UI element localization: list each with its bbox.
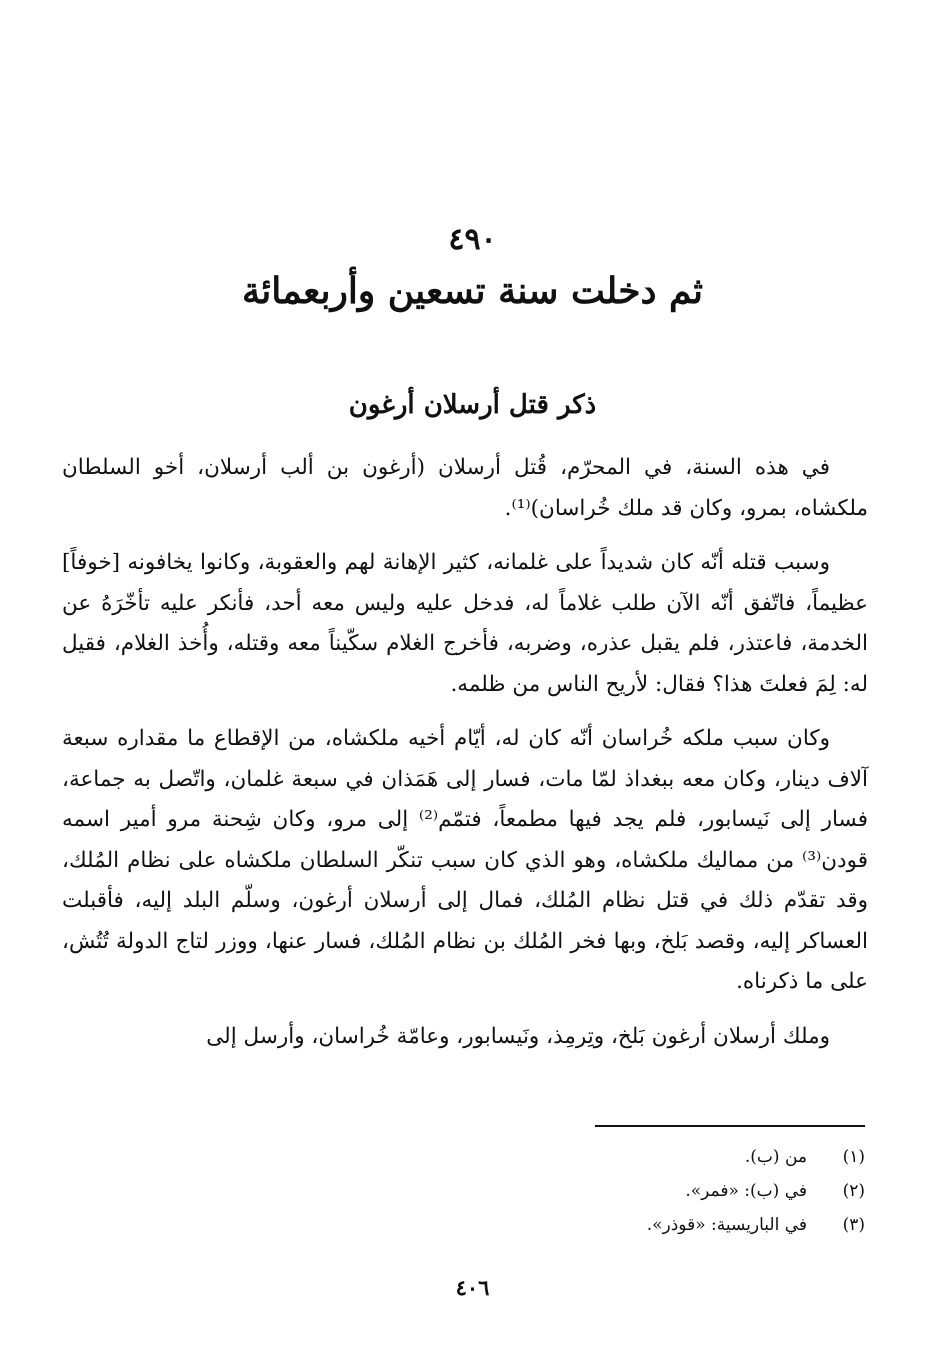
paragraph: وكان سبب ملكه خُراسان أنّه كان له، أيّام أخيه ملكشاه، من الإقطاع ما مقداره سبعة آلاف دينار، وكان معه ببغداذ لمّا مات، فسار إلى هَمَذان في سبعة غلمان، واتّصل به جماعة، فسار إلى نَيسابور، فلم يجد فيها مطمعاً، فتمّم⁽²⁾ إلى مرو، وكان شِحنة مرو أمير اسمه قودن⁽³⁾ من مماليك ملكشاه، وهو الذي كان سبب تنكّر السلطان ملكشاه على نظام المُلك، وقد تقدّم ذلك في قتل نظام المُلك، فمال إلى أرسلان أرغون، وسلّم البلد إليه، فأقبلت العساكر إليه، وقصد بَلخ، وبها فخر المُلك بن نظام المُلك، فسار عنها، ووزر لتاج الدولة تُتُش، على ما ذكرناه. bbox=[62, 726, 868, 994]
footnote bbox=[265, 1140, 865, 1174]
footnote-text: من (ب). bbox=[744, 1147, 807, 1167]
footnote-text: في (ب): «فمر». bbox=[685, 1181, 807, 1201]
footnote-number: (٣) bbox=[842, 1215, 865, 1235]
section-title: ذكر قتل أرسلان أرغون bbox=[348, 390, 597, 420]
body-text bbox=[62, 448, 868, 1071]
page-number: ٤٠٦ bbox=[455, 1275, 490, 1300]
paragraph: وسبب قتله أنّه كان شديداً على غلمانه، كثير الإهانة لهم والعقوبة، وكانوا يخافونه [خوفاً] عظيماً، فاتّفق أنّه الآن طلب غلاماً له، فدخل عليه وليس معه أحد، فأنكر عليه تأخّرَهُ عن الخدمة، فاعتذر، فلم يقبل عذره، وضربه، فأخرج الغلام سكّيناً معه وقتله، وأُخذ الغلام، فقيل له: لِمَ فعلتَ هذا؟ فقال: لأريح الناس من ظلمه. bbox=[62, 550, 868, 697]
page-title: ثم دخلت سنة تسعين وأربعمائة bbox=[241, 270, 704, 312]
footnote bbox=[265, 1174, 865, 1208]
footnote bbox=[265, 1208, 865, 1242]
footnote-number: (١) bbox=[842, 1147, 865, 1167]
paragraph: وملك أرسلان أرغون بَلخ، وتِرمِذ، ونَيسابور، وعامّة خُراسان، وأرسل إلى bbox=[206, 1023, 830, 1049]
footnote-text: في الباريسية: «قوذر». bbox=[646, 1215, 807, 1235]
footnotes bbox=[265, 1140, 865, 1242]
paragraph: في هذه السنة، في المحرّم، قُتل أرسلان (أرغون بن ألب أرسلان، أخو السلطان ملكشاه، بمرو، وكان قد ملك خُراسان)⁽¹⁾. bbox=[62, 455, 868, 521]
footnote-number: (٢) bbox=[842, 1181, 865, 1201]
year-heading: ٤٩٠ bbox=[448, 222, 497, 257]
footnote-divider bbox=[595, 1125, 865, 1127]
